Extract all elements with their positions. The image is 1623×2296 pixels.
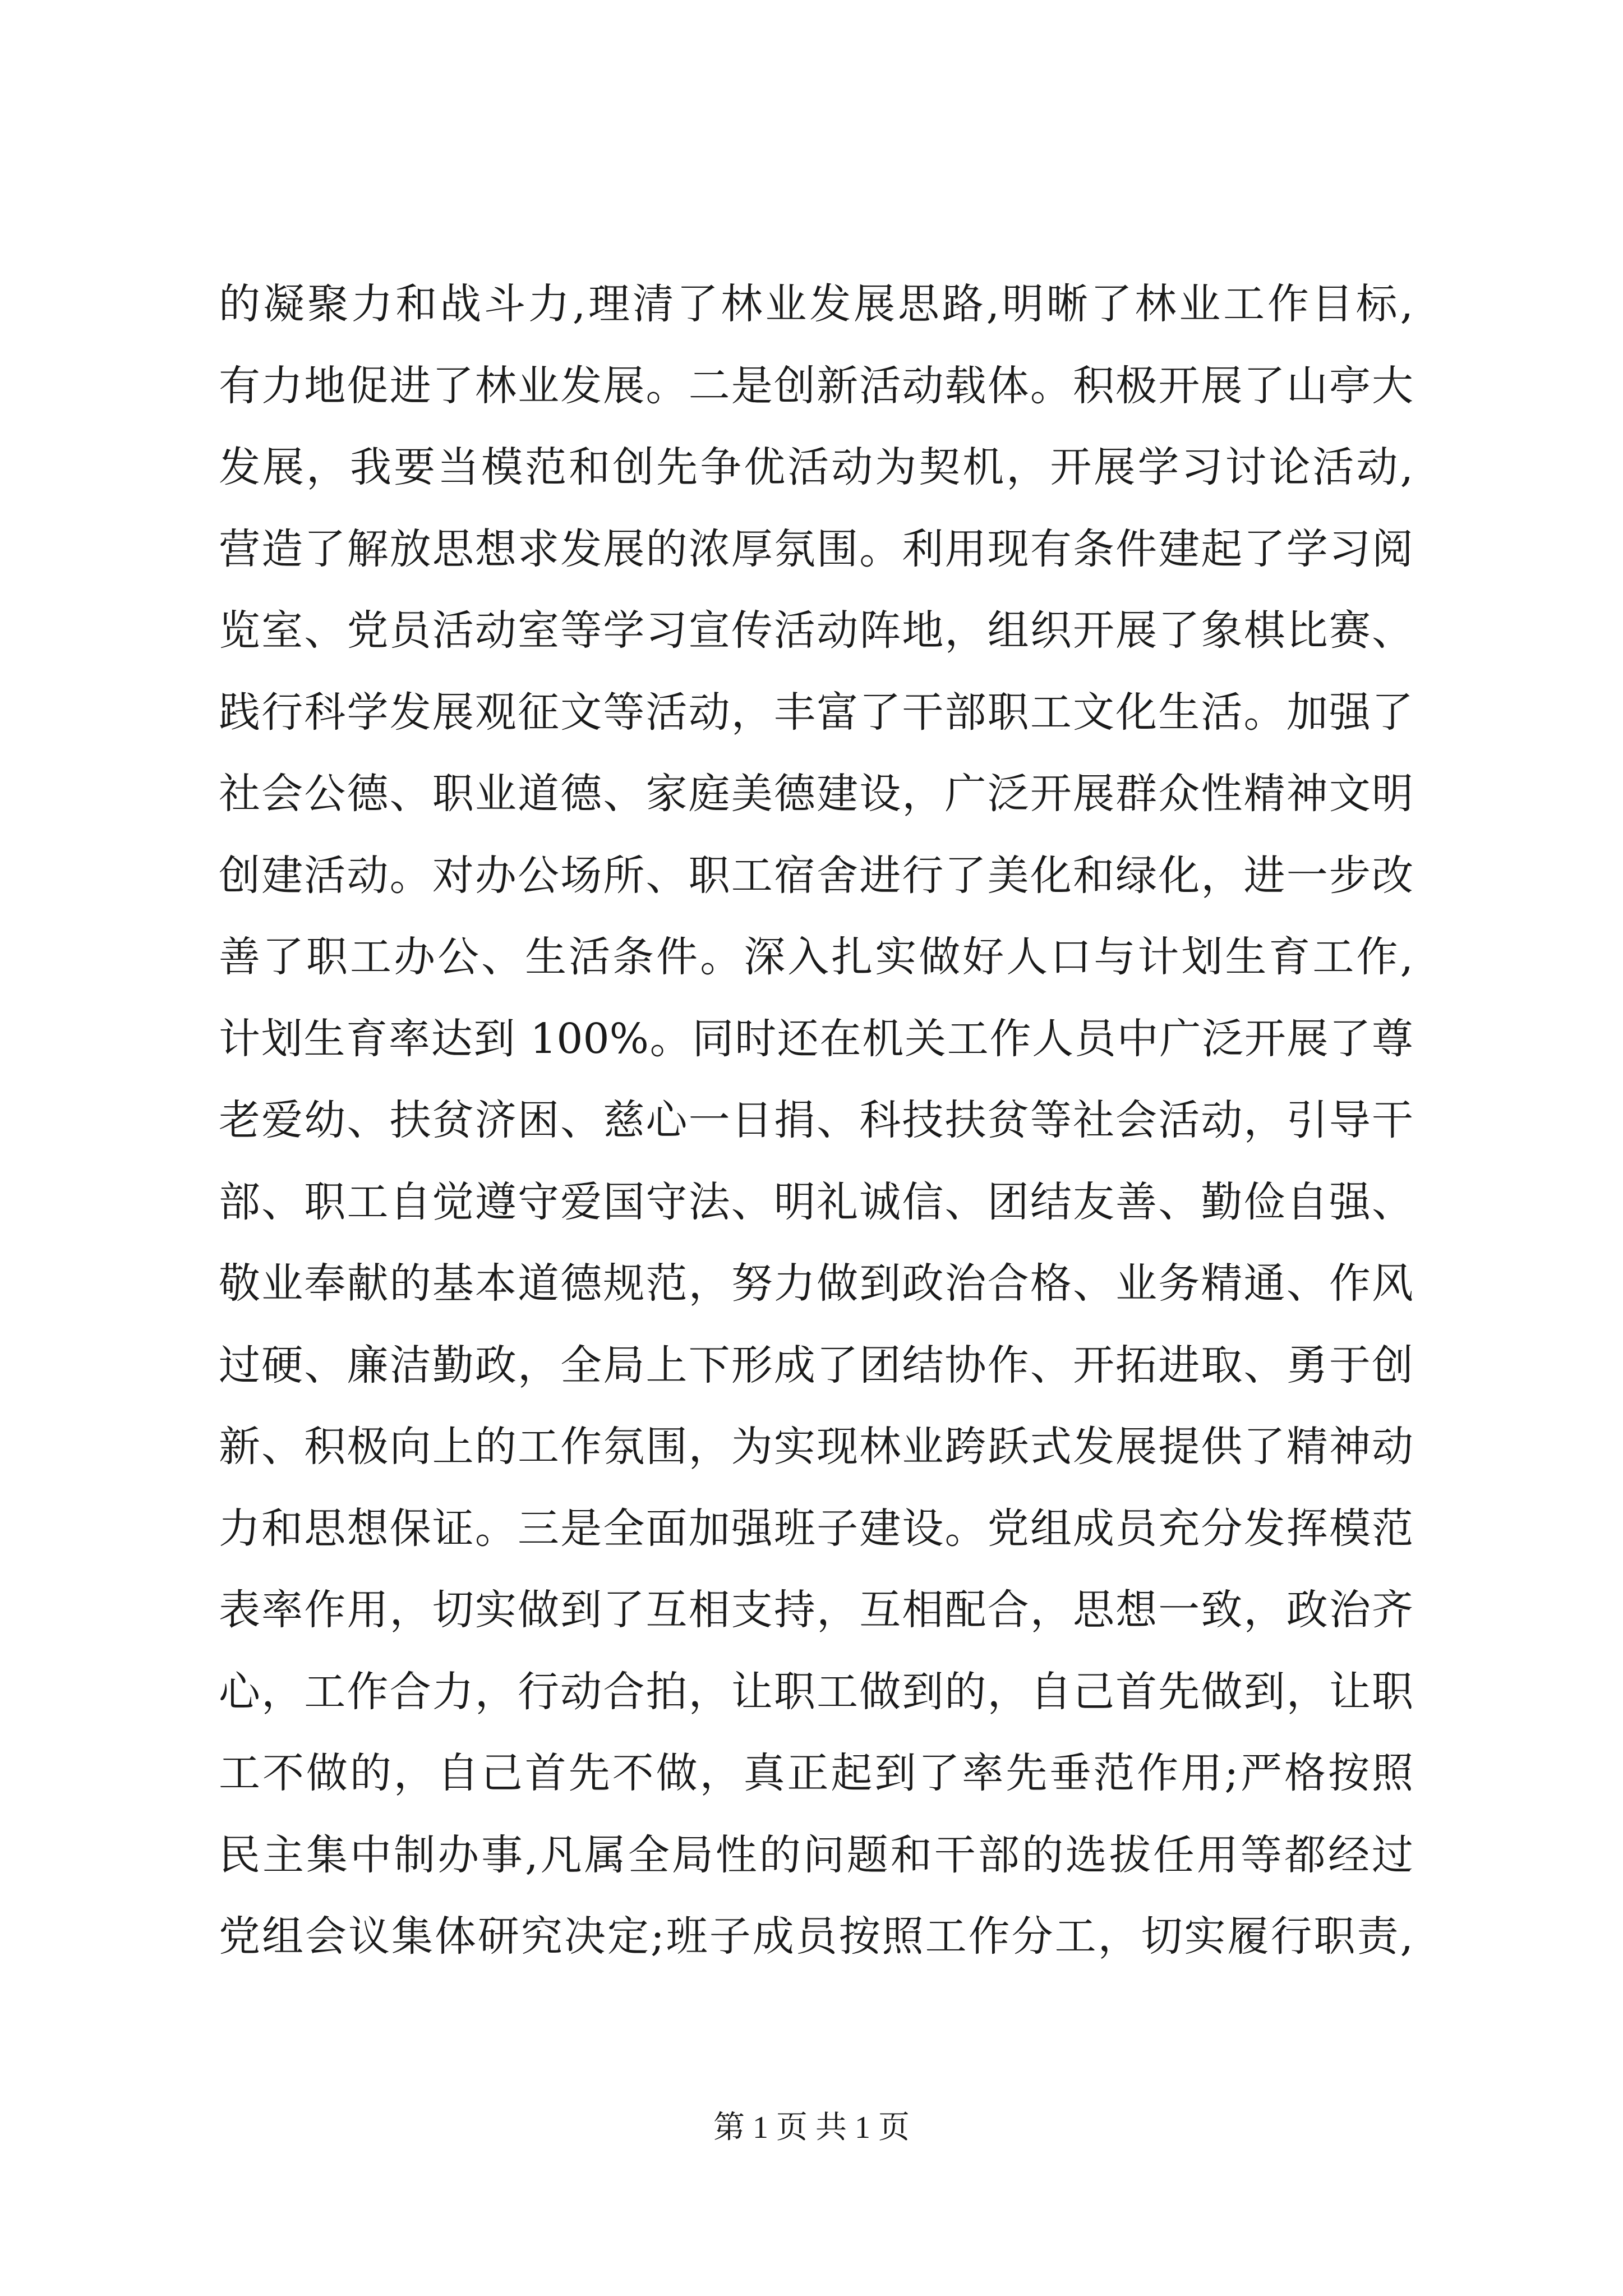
- text-line-7: 社会公德、职业道德、家庭美德建设，广泛开展群众性精神文明: [219, 770, 1413, 818]
- text-line-16: 力和思想保证。三是全面加强班子建设。党组成员充分发挥模范: [219, 1504, 1413, 1553]
- text-line-9: 善了职工办公、生活条件。深入扎实做好人口与计划生育工作,: [219, 933, 1413, 981]
- text-line-19: 工不做的，自己首先不做，真正起到了率先垂范作用;严格按照: [219, 1749, 1413, 1797]
- text-line-6: 践行科学发展观征文等活动，丰富了干部职工文化生活。加强了: [219, 688, 1413, 737]
- text-line-1: 的凝聚力和战斗力,理清了林业发展思路,明晰了林业工作目标,: [219, 280, 1413, 328]
- text-line-4: 营造了解放思想求发展的浓厚氛围。利用现有条件建起了学习阅: [219, 524, 1413, 573]
- text-line-3: 发展，我要当模范和创先争优活动为契机，开展学习讨论活动,: [219, 443, 1413, 491]
- text-line-10: 计划生育率达到 100%。同时还在机关工作人员中广泛开展了尊: [219, 1014, 1413, 1063]
- text-line-18: 心，工作合力，行动合拍，让职工做到的，自己首先做到，让职: [219, 1667, 1413, 1716]
- text-line-17: 表率作用，切实做到了互相支持，互相配合，思想一致，政治齐: [219, 1586, 1413, 1634]
- text-line-15: 新、积极向上的工作氛围，为实现林业跨跃式发展提供了精神动: [219, 1423, 1413, 1471]
- text-line-8: 创建活动。对办公场所、职工宿舍进行了美化和绿化，进一步改: [219, 851, 1413, 900]
- page-footer: [0, 2102, 1623, 2147]
- text-line-13: 敬业奉献的基本道德规范，努力做到政治合格、业务精通、作风: [219, 1259, 1413, 1308]
- text-line-21: 党组会议集体研究决定;班子成员按照工作分工，切实履行职责,: [219, 1912, 1413, 1961]
- text-line-14: 过硬、廉洁勤政，全局上下形成了团结协作、开拓进取、勇于创: [219, 1341, 1413, 1389]
- page-number-label: 第 1 页 共 1 页: [713, 2110, 910, 2145]
- body-text: [219, 264, 1413, 1978]
- text-line-5: 览室、党员活动室等学习宣传活动阵地，组织开展了象棋比赛、: [219, 606, 1413, 655]
- text-line-12: 部、职工自觉遵守爱国守法、明礼诚信、团结友善、勤俭自强、: [219, 1177, 1413, 1226]
- text-line-2: 有力地促进了林业发展。二是创新活动载体。积极开展了山亭大: [219, 361, 1413, 410]
- text-line-20: 民主集中制办事,凡属全局性的问题和干部的选拔任用等都经过: [219, 1830, 1413, 1879]
- text-line-11: 老爱幼、扶贫济困、慈心一日捐、科技扶贫等社会活动，引导干: [219, 1096, 1413, 1144]
